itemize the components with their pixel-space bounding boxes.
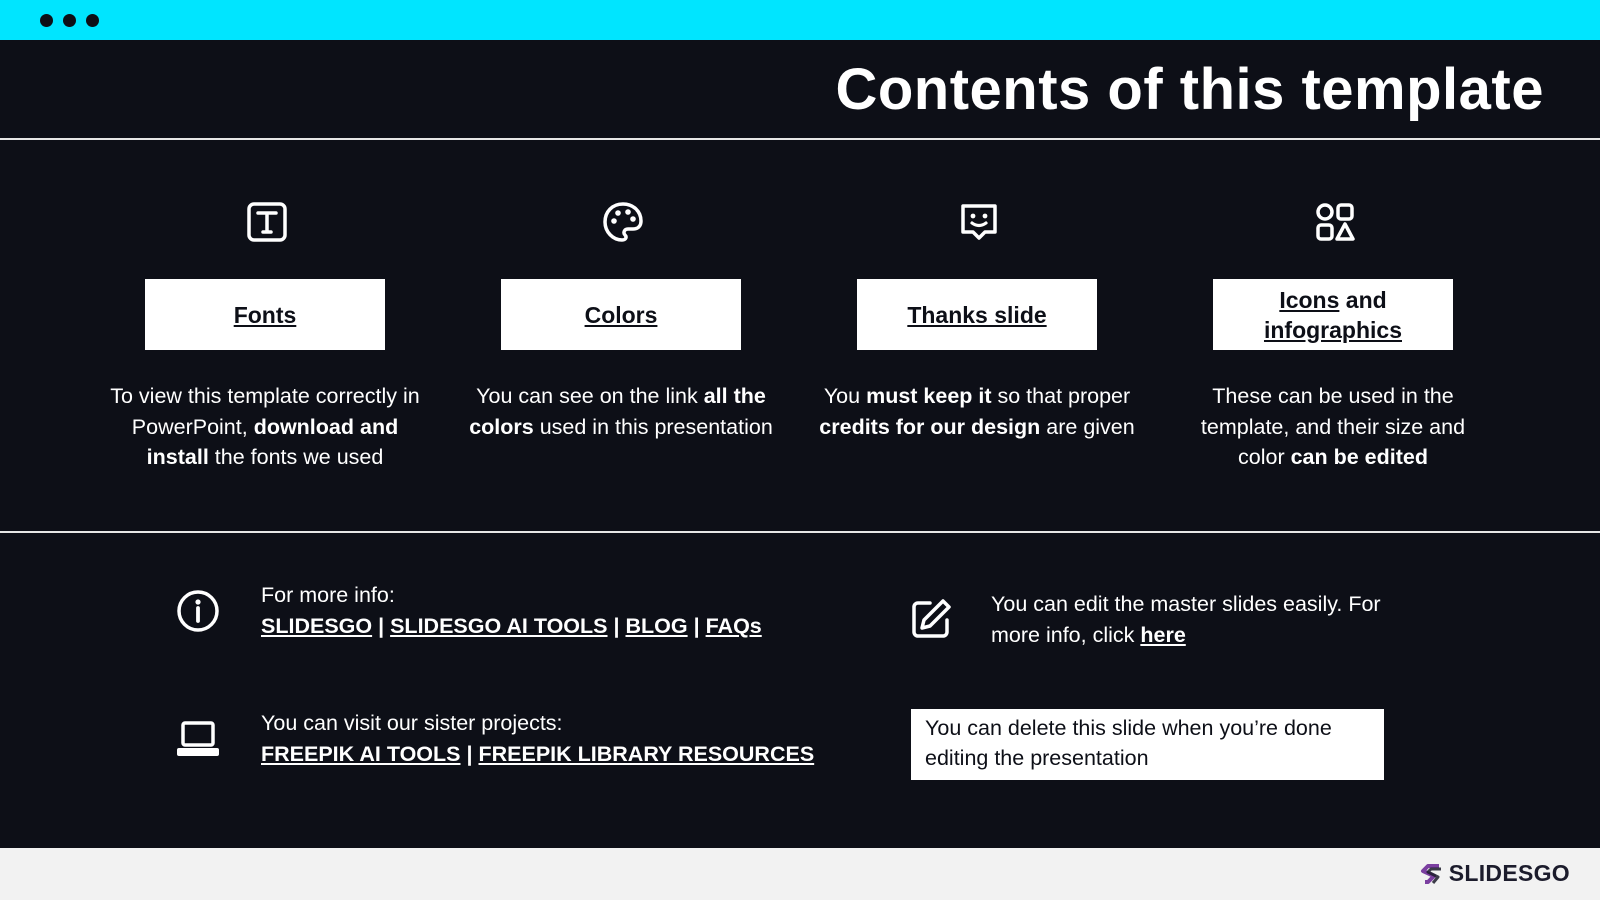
smile-chat-icon (957, 200, 1001, 244)
icons-link-button[interactable] (1213, 279, 1453, 350)
slidesgo-link[interactable]: SLIDESGO (261, 613, 373, 638)
divider-top (0, 138, 1600, 140)
thanks-slide-label: Thanks slide (907, 301, 1047, 328)
fonts-description: To view this template correctly in PowerPoint, download and install the fonts we used (110, 384, 420, 469)
more-info-block: For more info: SLIDESGO | SLIDESGO AI TOOLS | BLOG | FAQs (261, 583, 762, 638)
top-accent-bar (0, 0, 1600, 40)
palette-icon (601, 200, 645, 244)
dot-icon (40, 14, 53, 27)
shapes-grid-icon (1313, 200, 1357, 244)
edit-master-block: You can edit the master slides easily. For more info, click here (991, 592, 1381, 647)
icons-label: Icons and infographics (1263, 286, 1402, 343)
sister-projects-label: You can visit our sister projects: (261, 711, 563, 735)
fonts-label: Fonts (233, 301, 297, 328)
more-info-label: For more info: (261, 583, 395, 607)
colors-description: You can see on the link all the colors used in this presentation (469, 384, 773, 439)
divider-middle (0, 531, 1600, 533)
fonts-link-button[interactable] (145, 279, 385, 350)
page-title: Contents of this template (835, 57, 1544, 122)
dot-icon (86, 14, 99, 27)
colors-label: Colors (584, 301, 658, 328)
colors-link-button[interactable] (501, 279, 741, 350)
icons-description: These can be used in the template, and their size and color can be edited (1200, 384, 1466, 469)
laptop-icon (175, 716, 221, 762)
info-circle-icon (175, 588, 221, 634)
slidesgo-ai-tools-link[interactable]: SLIDESGO AI TOOLS (390, 613, 608, 638)
slidesgo-logo[interactable] (1419, 860, 1570, 887)
here-link[interactable]: here (1140, 622, 1186, 647)
slidesgo-logo-icon (1419, 861, 1445, 887)
dot-icon (63, 14, 76, 27)
sister-projects-block: You can visit our sister projects: FREEPIK AI TOOLS | FREEPIK LIBRARY RESOURCES (261, 711, 815, 766)
faqs-link[interactable]: FAQs (705, 613, 762, 638)
blog-link[interactable]: BLOG (625, 613, 688, 638)
footer-bar (0, 848, 1600, 900)
freepik-library-resources-link[interactable]: FREEPIK LIBRARY RESOURCES (478, 741, 815, 766)
text-box-icon (245, 200, 289, 244)
slidesgo-logo-text: SLIDESGO (1448, 860, 1570, 886)
thanks-description: You must keep it so that proper credits for our design are given (819, 384, 1135, 439)
edit-square-icon (908, 596, 954, 642)
thanks-slide-link-button[interactable] (857, 279, 1097, 350)
freepik-ai-tools-link[interactable]: FREEPIK AI TOOLS (261, 741, 461, 766)
delete-slide-note: You can delete this slide when you’re done editing the presentation (911, 709, 1384, 780)
